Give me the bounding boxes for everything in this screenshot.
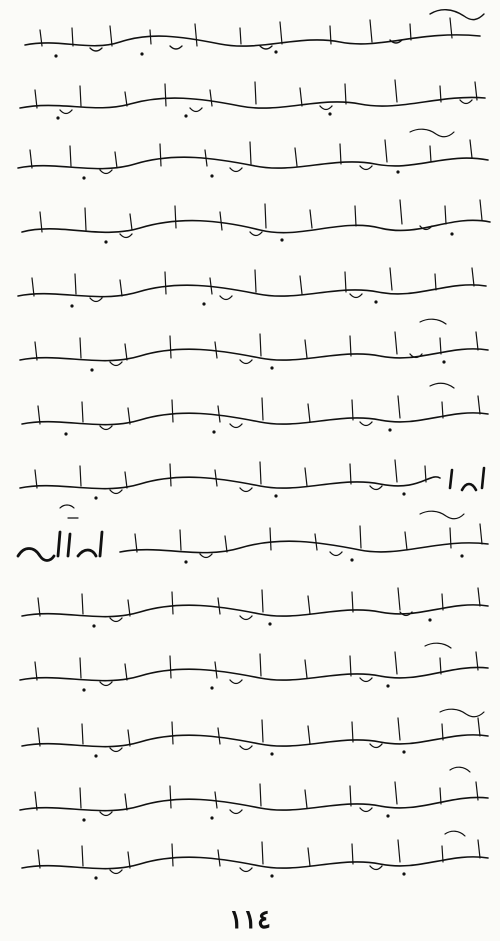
manuscript-line-12 bbox=[22, 709, 488, 751]
manuscript-line-5 bbox=[18, 268, 486, 302]
manuscript-line-9 bbox=[18, 505, 488, 561]
manuscript-line-10 bbox=[22, 588, 488, 622]
page-number: ١١٤ bbox=[229, 905, 271, 935]
manuscript-line-8 bbox=[20, 460, 484, 494]
manuscript-line-1 bbox=[25, 10, 484, 51]
diacritic-dots bbox=[54, 50, 463, 879]
manuscript-line-3 bbox=[18, 129, 488, 173]
manuscript-line-6 bbox=[20, 319, 488, 365]
manuscript-line-13 bbox=[20, 767, 488, 815]
manuscript-line-11 bbox=[20, 643, 488, 685]
manuscript-line-14 bbox=[22, 831, 488, 873]
manuscript-line-2 bbox=[20, 80, 485, 114]
manuscript-line-4 bbox=[22, 200, 490, 238]
manuscript-line-7 bbox=[22, 383, 488, 429]
